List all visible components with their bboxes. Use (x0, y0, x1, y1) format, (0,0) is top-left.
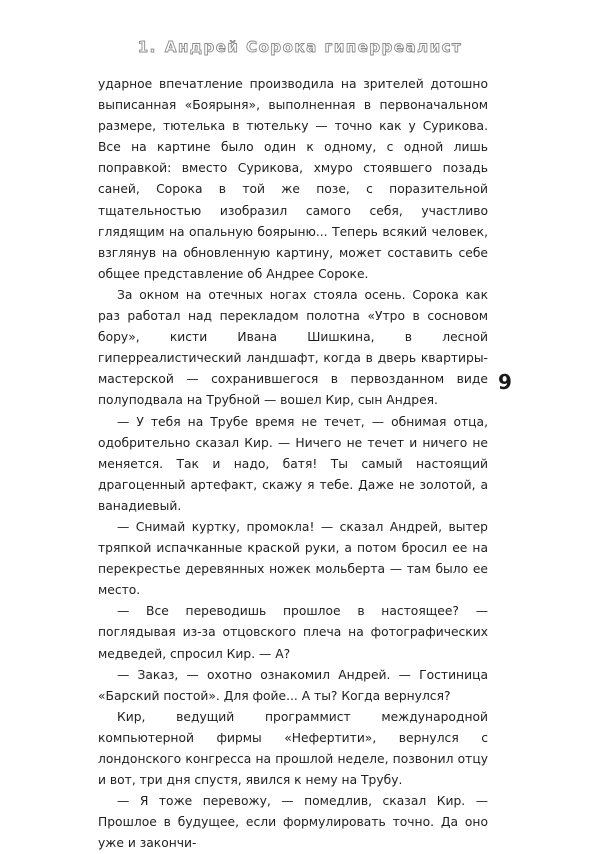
paragraph-6: — Заказ, — охотно ознакомил Андрей. — Гостиница «Барский постой». Для фойе... А ты? Когда вернулся? (98, 667, 488, 703)
running-head (0, 38, 600, 56)
paragraph-5: — Все переводишь прошлое в настоящее? — поглядывая из-за отцовского плеча на фотографических медведей, спросил Кир. — А? (98, 604, 488, 661)
paragraph-3: — У тебя на Трубе время не течет, — обнимая отца, одобрительно сказал Кир. — Ничего не течет и ничего не меняется. Так и надо, батя! Ты самый настоящий драгоценный артефакт, скажу я тебе. Даже не золотой, а ванадиевый. (98, 414, 488, 513)
body-text (98, 74, 488, 854)
paragraph-2: За окном на отечных ногах стояла осень. Сорока как раз работал над перекладом полотна «Утро в сосновом бору», кисти Ивана Шишкина, в лесной гиперреалистический ландшафт, когда в дверь квартиры-мастерской — сохранившегося в первозданном виде полуподвала на Трубной — вошел Кир, сын Андрея. (98, 287, 488, 408)
chapter-number: 1. (137, 38, 157, 56)
page-number: 9 (498, 370, 512, 394)
paragraph-1: ударное впечатление производила на зрителей дотошно выписанная «Боярыня», выполненная в первоначальном размере, тютелька в тютельку — точно как у Сурикова. Все на картине было один к одному, с одной лишь поправкой: вместо Сурикова, хмуро стоявшего позадь саней, Сорока в той же позе, с поразительной тщательностью изобразил самого себя, участливо глядящим на опальную боярыню... Теперь всякий человек, взглянув на обновленную картину, может составить себе общее представление об Андрее Сороке. (98, 77, 488, 281)
paragraph-4: — Снимай куртку, промокла! — сказал Андрей, вытер тряпкой испачканные краской руки, а потом бросил ее на перекрестье деревянных ножек мольберта — там было ее место. (98, 519, 488, 598)
paragraph-8: — Я тоже перевожу, — помедлив, сказал Кир. — Прошлое в будущее, если формулировать точно. Да оно уже и закончи- (98, 794, 488, 851)
paragraph-7: Кир, ведущий программист международной компьютерной фирмы «Нефертити», вернулся с лондонского конгресса на прошлой неделе, позвонил отцу и вот, три дня спустя, явился к нему на Трубу. (98, 709, 488, 788)
chapter-title: Андрей Сорока гиперреалист (164, 38, 463, 56)
